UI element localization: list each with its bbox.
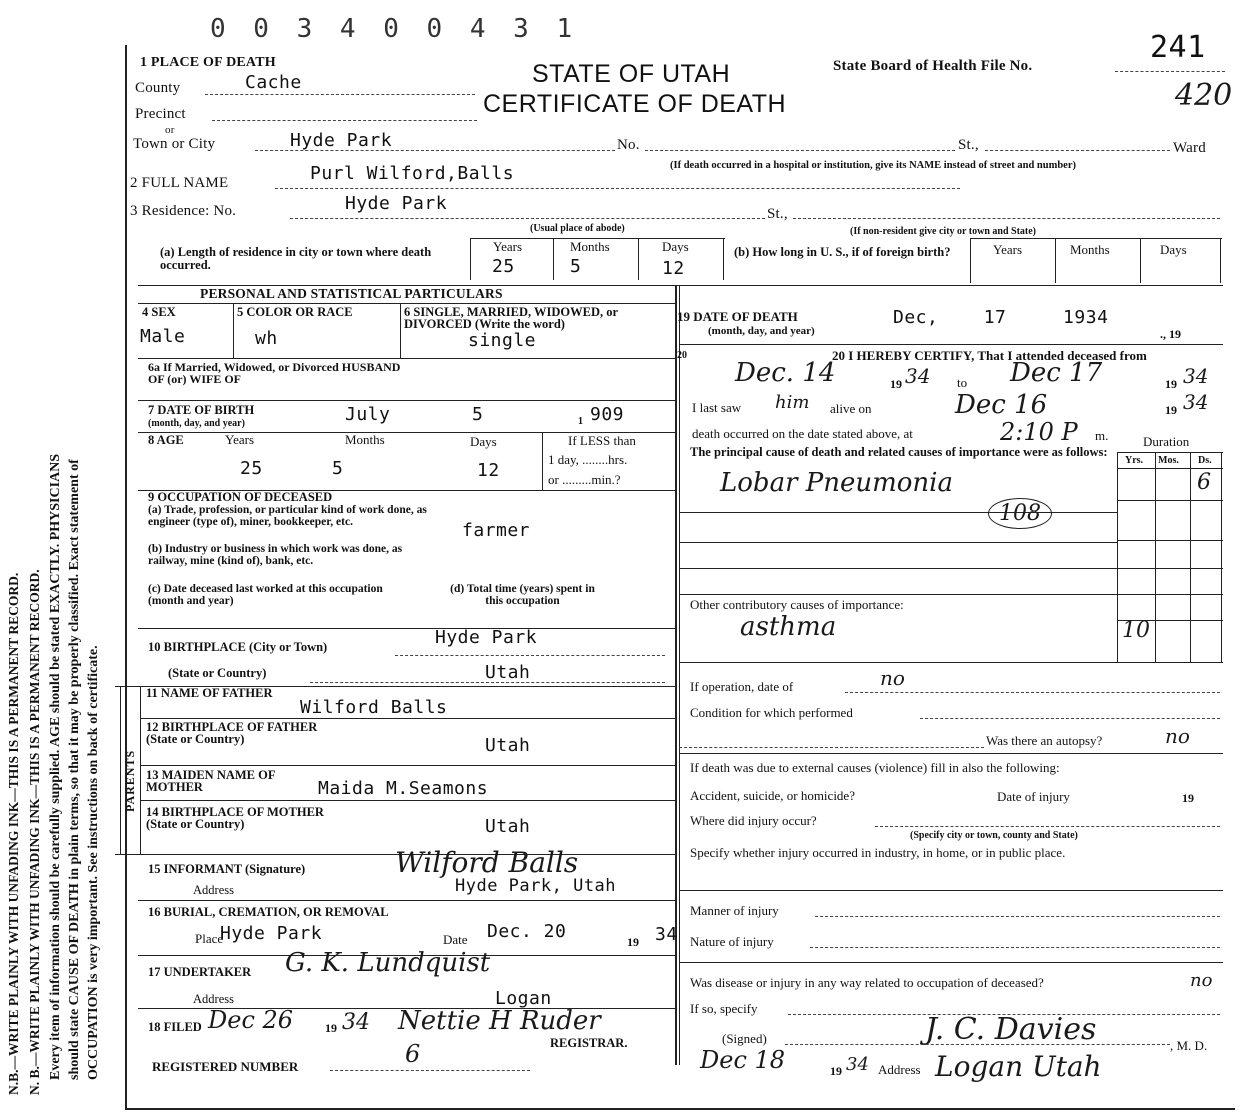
md-label: , M. D.	[1170, 1038, 1208, 1053]
principal-cause-days: 6	[1197, 470, 1211, 495]
where-injury-label: Where did injury occur?	[690, 813, 817, 828]
grid-row-15	[138, 900, 675, 901]
if-so-label: If so, specify	[690, 1001, 758, 1016]
birthplace-state-line	[310, 682, 665, 683]
occupation-b-label: (b) Industry or business in which work was done, as railway, mine (kind of), bank, etc.	[148, 543, 403, 567]
injury-date-year: 19	[1182, 791, 1194, 805]
father-birthplace-label: 12 BIRTHPLACE OF FATHER (State or Country)	[146, 720, 318, 746]
dob-month: July	[345, 404, 391, 425]
operation-line	[845, 692, 1220, 693]
full-name-label: 2 FULL NAME	[130, 175, 229, 191]
principal-cause: Lobar Pneumonia	[720, 468, 953, 498]
signed-year-prefix: 19	[830, 1064, 842, 1078]
last-saw-year: 34	[1183, 390, 1209, 414]
where-injury-line	[875, 826, 1220, 827]
length-months: 5	[570, 256, 582, 277]
grid-row-13	[140, 800, 675, 801]
sex-value: Male	[140, 326, 186, 347]
foreign-box-left	[970, 238, 971, 283]
or-label: or	[165, 124, 175, 136]
side-line-1: N.B.—WRITE PLAINLY WITH UNFADING INK—THIS IS A PERMANENT RECORD.	[6, 572, 21, 1095]
signed-line	[785, 1044, 1170, 1045]
mother-birthplace-label: 14 BIRTHPLACE OF MOTHER (State or Country)	[146, 805, 324, 831]
manner-label: Manner of injury	[690, 903, 779, 918]
other-causes-label: Other contributory causes of importance:	[690, 597, 904, 612]
occupation-c-label: (c) Date deceased last worked at this occupation (month and year)	[148, 583, 383, 607]
grid-center-divider	[675, 285, 677, 1065]
occurred-label: death occurred on the date stated above, at	[692, 426, 913, 441]
length-box-d1	[553, 238, 554, 280]
county-value: Cache	[245, 72, 302, 93]
operation-value: no	[880, 666, 905, 690]
foreign-box-right	[1220, 238, 1221, 283]
age-years: 25	[240, 458, 263, 479]
informant-address-label: Address	[193, 883, 234, 897]
grid-row-20	[679, 662, 1223, 663]
date-of-death-sub: (month, day, and year)	[708, 325, 815, 337]
nature-line	[810, 947, 1220, 948]
length-residence-label: (a) Length of residence in city or town where death occurred.	[160, 245, 432, 272]
last-saw-prefix: 19	[1165, 403, 1177, 417]
age-years-label: Years	[225, 432, 255, 447]
marital-value: single	[468, 330, 537, 351]
residence-line	[290, 218, 765, 219]
filed-label: 18 FILED	[148, 1020, 202, 1034]
county-label: County	[135, 80, 181, 96]
foreign-birth-label: (b) How long in U. S., if of foreign birth?	[734, 245, 951, 259]
marital-label: 6 SINGLE, MARRIED, WIDOWED, or DIVORCED (Write the word)	[404, 305, 618, 331]
occupation-a-label: (a) Trade, profession, or particular kind of work done, as engineer (type of), miner, bookkeeper, etc.	[148, 504, 427, 528]
grid-row-9	[138, 628, 675, 629]
burial-year: 34	[655, 924, 678, 945]
informant-signature: Wilford Balls	[395, 846, 579, 879]
grid-row-nature	[679, 962, 1223, 963]
condition-line	[920, 718, 1220, 719]
informant-label: 15 INFORMANT (Signature)	[148, 862, 306, 876]
file-label: State Board of Health File No.	[833, 58, 1033, 74]
father-name-label: 11 NAME OF FATHER	[146, 686, 273, 700]
cause-line-1	[679, 512, 1117, 513]
age-months: 5	[332, 458, 344, 479]
registered-number-label: REGISTERED NUMBER	[152, 1059, 299, 1074]
birthplace-state: Utah	[485, 662, 531, 683]
occupation-related-label: Was disease or injury in any way related to occupation of deceased?	[690, 975, 1044, 990]
title-certificate: CERTIFICATE OF DEATH	[483, 90, 787, 118]
last-saw-pronoun: him	[775, 392, 810, 413]
filed-date: Dec 26	[208, 1006, 294, 1034]
industry-label: Specify whether injury occurred in industry, in home, or in public place.	[690, 845, 1066, 860]
form-left-border	[125, 45, 127, 1110]
grid-personal-sub	[138, 303, 675, 304]
st-line	[985, 150, 1170, 151]
autopsy-value: no	[1165, 724, 1190, 748]
full-name-value: Purl Wilford,Balls	[310, 163, 515, 184]
foreign-box-d2	[1140, 238, 1141, 283]
other-cause-days: 10	[1122, 618, 1150, 643]
occupation-related-value: no	[1190, 970, 1213, 991]
last-saw-date: Dec 16	[955, 390, 1048, 420]
duration-ds-label: Ds.	[1198, 455, 1212, 466]
undertaker-address: Logan	[495, 988, 552, 1009]
usual-abode-note: (Usual place of abode)	[530, 223, 625, 234]
dob-label: 7 DATE OF BIRTH	[148, 403, 255, 417]
color-value: wh	[255, 328, 278, 349]
duration-left	[1117, 452, 1118, 662]
side-line-2: N. B.—WRITE PLAINLY WITH UNFADING INK—THIS IS A PERMANENT RECORD.	[27, 569, 42, 1095]
injury-date-label: Date of injury	[997, 789, 1070, 804]
date-of-death-suffix: ., 19	[1160, 327, 1181, 341]
dob-year: 909	[590, 404, 625, 425]
grid-color-div	[400, 303, 401, 358]
operation-label: If operation, date of	[690, 679, 794, 694]
less-than-label: If LESS than	[568, 433, 636, 448]
length-days-label: Days	[662, 239, 689, 254]
precinct-line	[212, 120, 477, 121]
foreign-months-label: Months	[1070, 242, 1110, 257]
duration-yrs-label: Yrs.	[1125, 455, 1144, 466]
manner-line	[815, 916, 1220, 917]
foreign-box-top	[970, 238, 1222, 239]
grid-row-11	[140, 718, 675, 719]
length-months-label: Months	[570, 239, 610, 254]
attended-from-prefix: 19	[890, 377, 902, 391]
dob-sub: (month, day, and year)	[148, 418, 245, 429]
certify-label: 20 I HEREBY CERTIFY, That I attended deceased from	[832, 348, 1147, 363]
dob-century: 1	[578, 416, 583, 427]
alive-on-label: alive on	[830, 401, 872, 416]
precinct-label: Precinct	[135, 106, 186, 122]
form-bottom-border	[125, 1108, 1235, 1110]
informant-address: Hyde Park, Utah	[455, 876, 617, 896]
mother-name: Maida M.Seamons	[318, 778, 489, 799]
cause-line-4	[679, 594, 1117, 595]
burial-place: Hyde Park	[220, 923, 323, 944]
attended-to-prefix: 19	[1165, 377, 1177, 391]
grid-row-6	[138, 358, 675, 359]
birthplace-line	[395, 655, 665, 656]
filed-year: 34	[342, 1010, 370, 1035]
age-days: 12	[477, 460, 500, 481]
mother-birthplace: Utah	[485, 816, 531, 837]
burial-date-label: Date	[443, 932, 468, 947]
side-line-4: should state CAUSE OF DEATH in plain terms, so that it may be properly classified. Exact statement of	[67, 459, 82, 1080]
duration-line-2	[1117, 540, 1223, 541]
length-box-right	[723, 238, 724, 280]
where-injury-note: (Specify city or town, county and State)	[910, 830, 1078, 841]
length-years-label: Years	[493, 239, 523, 254]
no-label: No.	[617, 137, 640, 153]
personal-section-title: PERSONAL AND STATISTICAL PARTICULARS	[200, 286, 503, 301]
place-of-death-label: 1 PLACE OF DEATH	[140, 55, 276, 70]
undertaker-label: 17 UNDERTAKER	[148, 965, 252, 979]
burial-year-prefix: 19	[627, 935, 639, 949]
residence-value: Hyde Park	[345, 193, 448, 214]
attended-to: Dec 17	[1010, 358, 1103, 388]
side-instructions	[0, 0, 125, 1117]
foreign-years-label: Years	[993, 242, 1023, 257]
duration-right	[1221, 452, 1222, 662]
residence-label: 3 Residence: No.	[130, 203, 237, 219]
color-label: 5 COLOR OR RACE	[237, 305, 353, 319]
last-saw-label: I last saw	[692, 400, 742, 415]
attended-to-label: to	[957, 375, 968, 390]
birthplace-label: 10 BIRTHPLACE (City or Town)	[148, 640, 328, 654]
side-line-3: Every item of information should be carefully supplied. AGE should be stated EXACTLY. PHYSICIANS	[48, 453, 63, 1080]
grid-row-19	[679, 344, 1223, 345]
registered-number: 6	[405, 1040, 421, 1068]
dob-day: 5	[472, 404, 484, 425]
foreign-days-label: Days	[1160, 242, 1187, 257]
occupation-label: 9 OCCUPATION OF DECEASED	[148, 490, 333, 504]
cause-line-3	[679, 568, 1117, 569]
father-name: Wilford Balls	[300, 697, 448, 718]
external-causes-label: If death was due to external causes (violence) fill in also the following:	[690, 760, 1060, 775]
length-box-left	[470, 238, 471, 280]
st-label: St.,	[958, 137, 979, 153]
time-of-death: 2:10 P	[1000, 418, 1078, 446]
nature-label: Nature of injury	[690, 934, 774, 949]
parents-label: PARENTS	[123, 749, 137, 812]
file-line	[1115, 71, 1225, 72]
full-name-line	[275, 188, 960, 189]
undertaker-signature: G. K. Lundquist	[285, 948, 491, 978]
registered-number-line	[330, 1070, 530, 1071]
burial-date: Dec. 20	[487, 921, 567, 942]
condition-label: Condition for which performed	[690, 705, 853, 720]
duration-line-4	[1117, 594, 1223, 595]
serial-number: 0 0 3 4 0 0 4 3 1	[210, 14, 579, 44]
parents-left	[120, 686, 121, 854]
duration-d2	[1190, 452, 1191, 662]
attended-from-year: 34	[905, 364, 931, 388]
grid-row-autopsy	[679, 753, 1223, 754]
attended-to-year: 34	[1183, 364, 1209, 388]
certify-number: 20	[677, 350, 687, 361]
date-of-death-value: Dec, 17 1934	[893, 307, 1109, 328]
time-m-label: m.	[1095, 428, 1109, 443]
town-label: Town or City	[133, 136, 216, 152]
duration-header-bottom	[1117, 468, 1223, 469]
occupation-d-label: (d) Total time (years) spent in this occupation	[450, 583, 595, 607]
age-days-label: Days	[470, 434, 497, 449]
father-birthplace: Utah	[485, 735, 531, 756]
file-handwritten: 420	[1175, 78, 1233, 113]
parents-inner	[140, 686, 141, 854]
file-number: 241	[1150, 30, 1206, 65]
duration-label: Duration	[1143, 434, 1190, 449]
spouse-label: 6a If Married, Widowed, or Divorced HUSBAND OF (or) WIFE OF	[148, 360, 401, 386]
grid-age-div	[542, 432, 543, 490]
signed-signature: J. C. Davies	[925, 1012, 1097, 1047]
grid-center-divider-b	[679, 285, 680, 1065]
burial-label: 16 BURIAL, CREMATION, OR REMOVAL	[148, 905, 389, 919]
autopsy-pre-line	[679, 747, 984, 748]
less-min-label: or .........min.?	[548, 472, 621, 487]
date-of-death-label: 19 DATE OF DEATH	[677, 309, 798, 324]
signed-year: 34	[846, 1054, 869, 1075]
filed-year-prefix: 19	[325, 1021, 337, 1035]
length-box-d2	[638, 238, 639, 280]
duration-top	[1117, 452, 1223, 453]
hospital-note: (If death occurred in a hospital or institution, give its NAME instead of street and number)	[670, 160, 1077, 171]
ward-label: Ward	[1173, 140, 1206, 156]
occupation-value: farmer	[462, 520, 531, 541]
other-cause: asthma	[740, 612, 837, 642]
town-line	[255, 150, 615, 151]
county-line	[205, 94, 475, 95]
age-label: 8 AGE	[148, 433, 184, 447]
side-line-5: OCCUPATION is very important. See instructions on back of certificate.	[86, 645, 101, 1080]
undertaker-address-label: Address	[193, 992, 234, 1006]
grid-row-injury	[679, 890, 1223, 891]
attended-from: Dec. 14	[735, 358, 836, 388]
grid-sex-div	[233, 303, 234, 358]
signed-date: Dec 18	[700, 1046, 786, 1074]
duration-line-3	[1117, 568, 1223, 569]
cause-intro-label: The principal cause of death and related causes of importance were as follows:	[690, 445, 1108, 459]
birthplace-city: Hyde Park	[435, 627, 538, 648]
grid-row-12	[140, 765, 675, 766]
less-day-label: 1 day, ........hrs.	[548, 452, 628, 467]
sex-label: 4 SEX	[142, 305, 176, 319]
grid-row-6a	[138, 400, 675, 401]
duration-d1	[1155, 452, 1156, 662]
length-days: 12	[662, 258, 685, 279]
birthplace-state-label: (State or Country)	[168, 666, 267, 680]
cause-line-2	[679, 542, 1117, 543]
foreign-box-d1	[1055, 238, 1056, 283]
length-years: 25	[492, 256, 515, 277]
duration-mos-label: Mos.	[1158, 455, 1179, 466]
burial-place-label: Place	[195, 931, 224, 946]
no-line	[645, 150, 955, 151]
accident-label: Accident, suicide, or homicide?	[690, 788, 855, 803]
residence-st-label: St.,	[767, 206, 788, 222]
signed-address: Logan Utah	[935, 1050, 1102, 1083]
signed-address-label: Address	[878, 1062, 921, 1077]
signed-label: (Signed)	[722, 1031, 767, 1046]
nonresident-note: (If non-resident give city or town and State)	[850, 226, 1037, 237]
town-value: Hyde Park	[290, 130, 393, 151]
age-months-label: Months	[345, 432, 385, 447]
duration-line-1	[1117, 500, 1223, 501]
mother-name-label: 13 MAIDEN NAME OF MOTHER	[146, 768, 276, 794]
autopsy-label: Was there an autopsy?	[986, 733, 1103, 748]
registrar-signature: Nettie H Ruder	[398, 1006, 601, 1036]
title-state: STATE OF UTAH	[532, 60, 731, 88]
registrar-label: REGISTRAR.	[550, 1036, 628, 1050]
cause-code: 108	[988, 498, 1052, 529]
residence-st-line	[793, 218, 1220, 219]
